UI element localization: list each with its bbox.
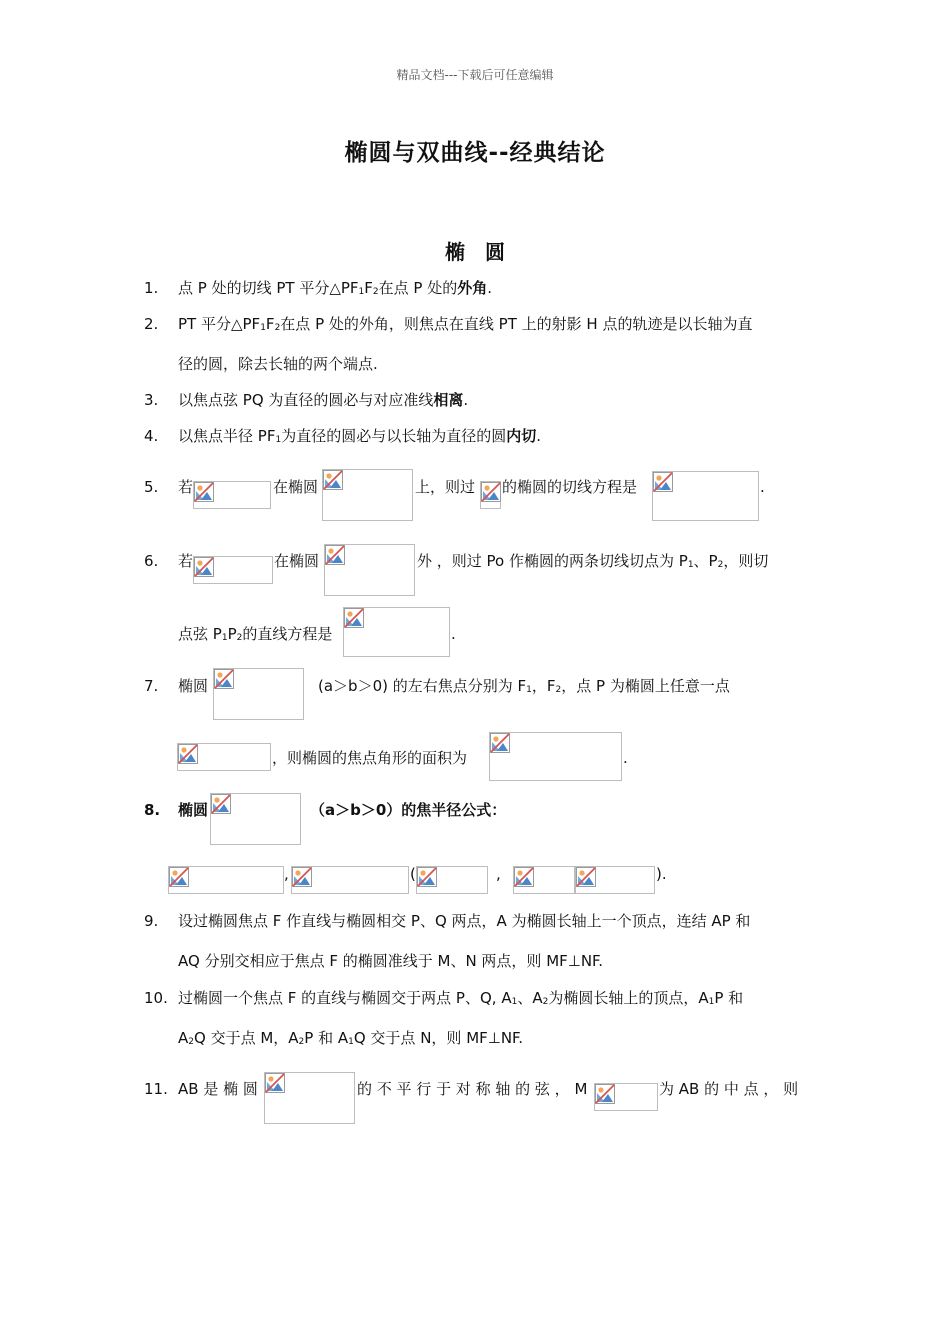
text-fragment: 在椭圆 [274, 552, 320, 570]
broken-image-icon [211, 794, 231, 814]
formula-image [322, 469, 413, 521]
item-number: 6. [144, 552, 159, 570]
broken-image-icon [194, 482, 214, 502]
text-fragment: 的 不 平 行 于 对 称 轴 的 弦 ， M [357, 1080, 588, 1098]
section-title: 椭 圆 [445, 240, 505, 264]
item-number: 10. [144, 989, 168, 1007]
text-fragment: . [760, 478, 765, 496]
text-fragment: ，则椭圆的焦点角形的面积为 [272, 749, 468, 767]
broken-image-icon [292, 867, 312, 887]
item-number: 1. [144, 279, 159, 297]
formula-image [168, 866, 284, 894]
text-fragment: （a＞b＞0）的焦半径公式： [310, 801, 507, 819]
item-10-line-1: 过椭圆一个焦点 F 的直线与椭圆交于两点 P、Q, $A_1$、$A_2$为椭圆长轴上的顶点，$A_1P$ 和 [178, 989, 744, 1007]
broken-image-icon [344, 608, 364, 628]
text-fragment: ( [410, 865, 416, 883]
document-title: 椭圆与双曲线--经典结论 [344, 140, 606, 166]
text-fragment: AB 是 椭 圆 [178, 1080, 258, 1098]
item-number: 9. [144, 912, 159, 930]
formula-image [324, 544, 415, 596]
formula-image [513, 866, 575, 894]
text-fragment: (a＞b＞0) 的左右焦点分别为 $F_1$，$F_2$，点 P 为椭圆上任意一点 [318, 677, 730, 695]
formula-image [343, 607, 450, 657]
formula-image [489, 732, 622, 781]
item-number: 5. [144, 478, 159, 496]
broken-image-icon [417, 867, 437, 887]
broken-image-icon [653, 472, 673, 492]
broken-image-icon [214, 669, 234, 689]
formula-image [193, 481, 271, 509]
item-number: 2. [144, 315, 159, 333]
text-fragment: . [451, 625, 456, 643]
text-fragment: 的椭圆的切线方程是 [502, 478, 638, 496]
formula-image [480, 481, 501, 509]
broken-image-icon [576, 867, 596, 887]
formula-image [291, 866, 409, 894]
broken-image-icon [169, 867, 189, 887]
text-fragment: 为 AB 的 中 点 ， 则 [659, 1080, 799, 1098]
formula-image [575, 866, 655, 894]
broken-image-icon [325, 545, 345, 565]
broken-image-icon [178, 744, 198, 764]
broken-image-icon [490, 733, 510, 753]
item-2-line-2: 径的圆，除去长轴的两个端点. [178, 355, 378, 373]
item-9-line-2: AQ 分别交相应于焦点 F 的椭圆准线于 M、N 两点，则 MF⊥NF. [178, 952, 604, 970]
broken-image-icon [265, 1073, 285, 1093]
broken-image-icon [481, 482, 501, 502]
text-fragment: , [284, 865, 289, 883]
text-fragment: 点弦 $P_1P_2$的直线方程是 [178, 625, 333, 643]
page-header: 精品文档---下载后可任意编辑 [396, 68, 554, 82]
broken-image-icon [514, 867, 534, 887]
text-fragment: 椭圆 [178, 677, 209, 695]
item-2-line-1: PT 平分$\triangle PF_1F_2$在点 P 处的外角，则焦点在直线 PT 上的射影 H 点的轨迹是以长轴为直 [178, 315, 753, 333]
text-fragment: ). [656, 865, 667, 883]
item-number: 11. [144, 1080, 168, 1098]
text-fragment: , [496, 865, 501, 883]
formula-image [652, 471, 759, 521]
formula-image [210, 793, 301, 845]
item-number: 8. [144, 801, 161, 819]
text-fragment: . [623, 749, 628, 767]
item-number: 7. [144, 677, 159, 695]
broken-image-icon [323, 470, 343, 490]
item-10-line-2: $A_2Q$ 交于点 M，$A_2P$ 和 $A_1Q$ 交于点 N，则 MF⊥NF. [178, 1029, 524, 1047]
item-4-text: 以焦点半径 $PF_1$为直径的圆必与以长轴为直径的圆内切. [178, 427, 541, 445]
formula-image [594, 1083, 658, 1111]
formula-image [264, 1072, 355, 1124]
formula-image [193, 556, 273, 584]
formula-image [213, 668, 304, 720]
item-3-text: 以焦点弦 PQ 为直径的圆必与对应准线相离. [178, 391, 469, 409]
item-1-text: 点 P 处的切线 PT 平分$\triangle PF_1F_2$在点 P 处的外角. [178, 279, 493, 297]
item-number: 4. [144, 427, 159, 445]
formula-image [177, 743, 271, 771]
text-fragment: 外 ，则过 Po 作椭圆的两条切线切点为 $P_1$、$P_2$，则切 [417, 552, 769, 570]
text-fragment: 若 [178, 552, 194, 570]
broken-image-icon [194, 557, 214, 577]
text-fragment: 上，则过 [415, 478, 476, 496]
item-9-line-1: 设过椭圆焦点 F 作直线与椭圆相交 P、Q 两点，A 为椭圆长轴上一个顶点，连结 AP 和 [178, 912, 751, 930]
text-fragment: 椭圆 [178, 801, 209, 819]
text-fragment: 在椭圆 [273, 478, 319, 496]
broken-image-icon [595, 1084, 615, 1104]
formula-image [416, 866, 488, 894]
text-fragment: 若 [178, 478, 194, 496]
item-number: 3. [144, 391, 159, 409]
